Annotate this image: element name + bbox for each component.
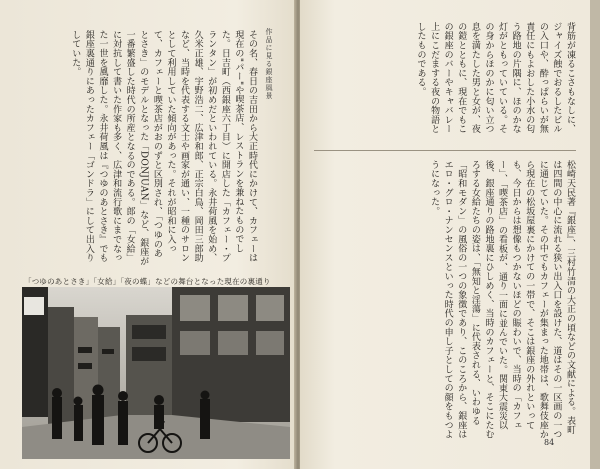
- left-body-text: その名、春日の吉田から大正時代にかけて、カフェーは現在の"パー"や喫茶店、レストランを兼ねたものでした。日吉町（西銀座六丁目）に開店した「カフェー・プランタン」が初めだといわれている。永井荷風を始め、久米正雄、宇野浩二、広津和郎、正宗白鳥、岡田三郎助など、当時を代表する文士や画家が通い、一種のサロンとして利用していた傾向があった。それが昭和に入って、カフェーと喫茶店がおのずと区別され、「つゆのあとさき」のモデルとなった「DONJUAN」など、銀座が一番繁盛した時代の所産となるのである。郎の「女給」に対抗して書いた作家も多く、広津和流行歌にまでなった一世を風靡した。永井荷風は『つゆのあとさき』でも銀座裏通りにあったカフェー「ゴンドラ」にして出入りしていた。: [70, 30, 257, 266]
- street-photo-image: [22, 287, 290, 459]
- photo-caption: 「つゆのあとさき」「女給」「夜の蝶」などの舞台となった現在の裏通り: [24, 277, 271, 286]
- street-photo: [22, 287, 290, 459]
- right-page: [300, 0, 590, 469]
- left-page: [0, 0, 296, 469]
- page-edge: [590, 0, 600, 469]
- right-body-text-top: 背筋が凍るこさもなしに、ジャイズ蝕でおるしたビルの入口や、酔っぱらいが無責任にもよおした小水の匂う路地の片隅に、ほのかな灯がともっていている。その身からほのかに匂い立つ息を満たした男と女が、夜の鎧とともに、現在でもこの銀座のバーやキャバレー上にこだまする夜の物語としたものである。: [415, 22, 575, 134]
- running-head: 作品に見る銀座風景: [265, 28, 273, 100]
- right-body-text-bottom: 松崎天民著『銀座』、三村竹清の大正の頃などの文献による。表町は四間の中心に流れる狭い出入口を設けた、道はその一区画の一つに通じていた。その中でもカフェーが集まった地帯は、歌舞伎座から現在の松坂屋裏にかけての一帯で、そこは銀座の外れといっても、今日からは想像もつかないほどの賑わいで、当時の「カフェー」、「喫茶店」の看板が、通り一面に並んでいた。関東大震災以後、銀座通りの路地裏にひしめく、当時のカフェーと、そこにたむろする女給たちの姿は、「無知と淫蕩」に代表される、いわゆる「昭和モダン」の風俗の一つの象徴であり、このころから、銀座はエロ・グロ・ナンセンスといった時代の申し子としての顔をもつようになった。: [429, 160, 575, 439]
- page-number: 84: [544, 438, 555, 447]
- section-divider: [314, 150, 576, 151]
